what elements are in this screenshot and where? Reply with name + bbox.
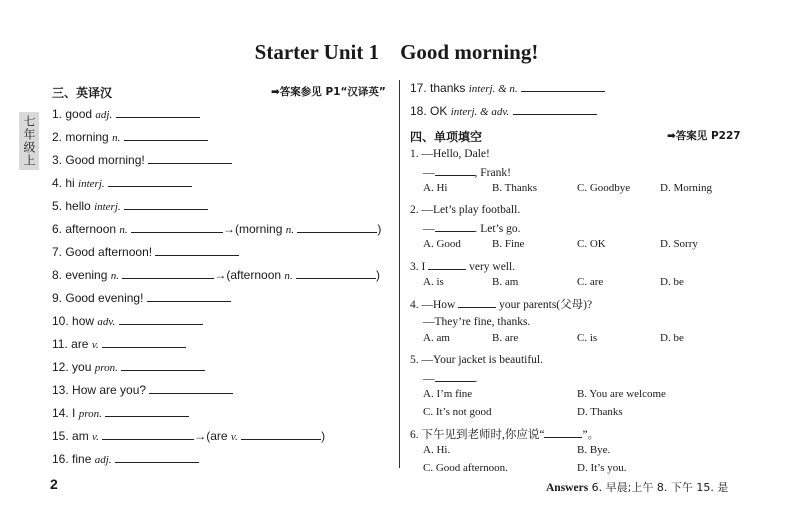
answer-blank[interactable]: [115, 451, 199, 463]
item-word: good: [65, 107, 93, 121]
question-reply: [423, 314, 530, 330]
item-word: how: [72, 314, 95, 328]
part-of-speech: n.: [119, 224, 128, 236]
vocab-item: [52, 129, 208, 145]
vocab-item: [52, 221, 381, 237]
section-3-heading: 三、英译汉: [52, 86, 113, 100]
answer-blank[interactable]: [521, 80, 605, 92]
item-number: 6.: [52, 222, 63, 236]
option-B[interactable]: B. are: [492, 332, 519, 344]
item-word: Good morning!: [65, 153, 145, 167]
vocab-item: [52, 313, 203, 329]
part-of-speech: interj.: [78, 178, 105, 190]
item-number: 2.: [52, 130, 63, 144]
option-C[interactable]: C. OK: [577, 238, 606, 250]
question-5: [410, 352, 543, 368]
option-A[interactable]: A. Hi: [423, 182, 448, 194]
item-word: afternoon: [65, 222, 117, 236]
close-paren: ): [321, 429, 326, 443]
answer-blank[interactable]: [435, 220, 475, 232]
item-word: fine: [72, 452, 92, 466]
related-word: →(are: [194, 429, 228, 443]
question-3: [410, 258, 515, 275]
answer-blank[interactable]: [102, 428, 194, 440]
option-C[interactable]: C. is: [577, 332, 598, 344]
item-number: 18.: [410, 104, 427, 118]
page-title: Starter Unit 1 Good morning!: [254, 40, 539, 64]
part-of-speech: n.: [110, 270, 119, 282]
item-number: 1.: [52, 107, 63, 121]
part-of-speech: n.: [285, 224, 294, 236]
item-number: 9.: [52, 291, 63, 305]
item-word: Good evening!: [65, 291, 144, 305]
vocab-item: [52, 405, 189, 421]
item-number: 11.: [52, 337, 68, 351]
answer-blank[interactable]: [147, 290, 231, 302]
item-word: are: [71, 337, 89, 351]
answer-blank[interactable]: [124, 198, 208, 210]
item-number: 4.: [52, 176, 63, 190]
item-word: hello: [65, 199, 91, 213]
item-number: 13.: [52, 383, 69, 397]
item-number: 14.: [52, 406, 69, 420]
option-D[interactable]: D. be: [660, 332, 684, 344]
part-of-speech: n.: [112, 132, 121, 144]
answers-footer: [546, 479, 728, 495]
option-D[interactable]: D. Morning: [660, 182, 712, 194]
question-1: [410, 146, 490, 162]
item-word: Good afternoon!: [65, 245, 153, 259]
answer-blank[interactable]: [544, 426, 582, 438]
question-2: [410, 202, 520, 218]
reply-text: , Frank!: [474, 167, 511, 179]
vocab-item: [52, 382, 233, 398]
option-D[interactable]: D. It’s you.: [577, 462, 627, 474]
reply-dash: —: [423, 167, 435, 179]
answer-blank[interactable]: [102, 336, 186, 348]
answer-blank[interactable]: [148, 152, 232, 164]
question-6: [410, 426, 599, 443]
answer-blank[interactable]: [149, 382, 233, 394]
option-A[interactable]: A. Hi.: [423, 444, 451, 456]
answer-blank[interactable]: [131, 221, 223, 233]
option-D[interactable]: D. be: [660, 276, 684, 288]
reply-dash: —: [423, 373, 435, 385]
part-of-speech: n.: [284, 270, 293, 282]
option-C[interactable]: C. are: [577, 276, 604, 288]
vocab-item: [52, 244, 239, 260]
item-word: thanks: [430, 81, 466, 95]
reply-dash: —: [423, 223, 435, 235]
part-of-speech: interj.: [94, 201, 121, 213]
option-C[interactable]: C. Good afternoon.: [423, 462, 508, 474]
answer-blank[interactable]: [122, 267, 214, 279]
item-number: 17.: [410, 81, 427, 95]
vocab-item: [52, 152, 232, 168]
vocab-item: [52, 198, 208, 214]
column-divider: [399, 80, 400, 468]
question-reply: [423, 220, 521, 237]
question-4: [410, 296, 592, 313]
item-word: am: [72, 429, 89, 443]
item-word: morning: [65, 130, 109, 144]
item-number: 3.: [52, 153, 63, 167]
reply-text: .: [474, 373, 478, 385]
item-number: 12.: [52, 360, 69, 374]
question-stem-start: 3. I: [410, 261, 429, 273]
answer-blank[interactable]: [105, 405, 189, 417]
item-number: 16.: [52, 452, 69, 466]
part-of-speech: v.: [230, 431, 238, 443]
page-number: 2: [50, 476, 58, 492]
section-4-heading: 四、单项填空: [410, 130, 483, 144]
answer-blank[interactable]: [435, 370, 475, 382]
vocab-item: [52, 175, 192, 191]
vocab-item: [52, 336, 186, 352]
answer-blank[interactable]: [296, 267, 376, 279]
part-of-speech: adj.: [95, 109, 113, 121]
option-B[interactable]: B. You are welcome: [577, 388, 666, 400]
option-B[interactable]: B. am: [492, 276, 519, 288]
part-of-speech: pron.: [94, 362, 118, 374]
part-of-speech: pron.: [78, 408, 102, 420]
reply-text: —They’re fine, thanks.: [423, 316, 531, 328]
question-stem: 2. —Let’s play football.: [410, 204, 521, 216]
vocab-item: [52, 428, 325, 444]
part-of-speech: interj. & adv.: [450, 106, 510, 118]
item-word: OK: [430, 104, 448, 118]
answer-blank[interactable]: [155, 244, 239, 256]
option-C[interactable]: C. It’s not good: [423, 406, 492, 418]
answer-blank[interactable]: [458, 296, 496, 308]
option-A[interactable]: A. is: [423, 276, 444, 288]
option-B[interactable]: B. Fine: [492, 238, 525, 250]
reply-text: . Let’s go.: [474, 223, 521, 235]
question-stem-start: 6. 下午见到老师时,你应说“: [410, 429, 545, 441]
option-D[interactable]: D. Sorry: [660, 238, 698, 250]
option-A[interactable]: A. am: [423, 332, 450, 344]
option-A[interactable]: A. I’m fine: [423, 388, 473, 400]
answers-text: 6. 早晨;上午 8. 下午 15. 是: [588, 481, 729, 494]
answer-blank[interactable]: [119, 313, 203, 325]
vocab-item: [52, 106, 200, 122]
related-word: →(afternoon: [214, 268, 282, 282]
item-number: 8.: [52, 268, 63, 282]
vocab-item: [52, 267, 380, 283]
item-word: hi: [65, 176, 75, 190]
answer-blank[interactable]: [297, 221, 377, 233]
vocab-item: [52, 359, 205, 375]
answer-blank[interactable]: [121, 359, 205, 371]
question-stem: 1. —Hello, Dale!: [410, 148, 490, 160]
question-stem: 5. —Your jacket is beautiful.: [410, 354, 543, 366]
item-word: How are you?: [72, 383, 147, 397]
question-reply: [423, 164, 511, 181]
item-number: 7.: [52, 245, 63, 259]
section-3-answer-ref: ➡答案参见 P1“汉译英”: [271, 86, 386, 98]
answers-label: Answers: [546, 482, 589, 494]
answer-blank[interactable]: [124, 129, 208, 141]
vocab-item: [410, 80, 605, 96]
question-stem-end: very well.: [466, 261, 516, 273]
part-of-speech: adj.: [94, 454, 112, 466]
answer-blank[interactable]: [428, 258, 466, 270]
option-B[interactable]: B. Thanks: [492, 182, 538, 194]
close-paren: ): [375, 268, 380, 282]
part-of-speech: v.: [92, 431, 99, 443]
answer-blank[interactable]: [108, 175, 192, 187]
item-number: 10.: [52, 314, 69, 328]
part-of-speech: adv.: [97, 316, 116, 328]
grade-tab: 七年级上: [19, 112, 39, 170]
item-word: I: [72, 406, 76, 420]
close-paren: ): [377, 222, 382, 236]
vocab-item: [410, 103, 597, 119]
answer-blank[interactable]: [116, 106, 200, 118]
answer-blank[interactable]: [435, 164, 475, 176]
section-4-answer-ref: ➡答案见 P227: [667, 130, 741, 142]
item-word: evening: [65, 268, 108, 282]
question-reply: [423, 370, 477, 387]
question-stem-start: 4. —How: [410, 299, 459, 311]
vocab-item: [52, 451, 199, 467]
answer-blank[interactable]: [241, 428, 321, 440]
option-B[interactable]: B. Bye.: [577, 444, 611, 456]
part-of-speech: interj. & n.: [468, 83, 518, 95]
vocab-item: [52, 290, 231, 306]
option-C[interactable]: C. Goodbye: [577, 182, 631, 194]
option-A[interactable]: A. Good: [423, 238, 461, 250]
answer-blank[interactable]: [513, 103, 597, 115]
part-of-speech: v.: [91, 339, 99, 351]
item-word: you: [72, 360, 92, 374]
question-stem-end: ”。: [582, 429, 600, 441]
item-number: 5.: [52, 199, 63, 213]
item-number: 15.: [52, 429, 69, 443]
related-word: →(morning: [223, 222, 283, 236]
question-stem-end: your parents(父母)?: [496, 299, 593, 311]
option-D[interactable]: D. Thanks: [577, 406, 623, 418]
